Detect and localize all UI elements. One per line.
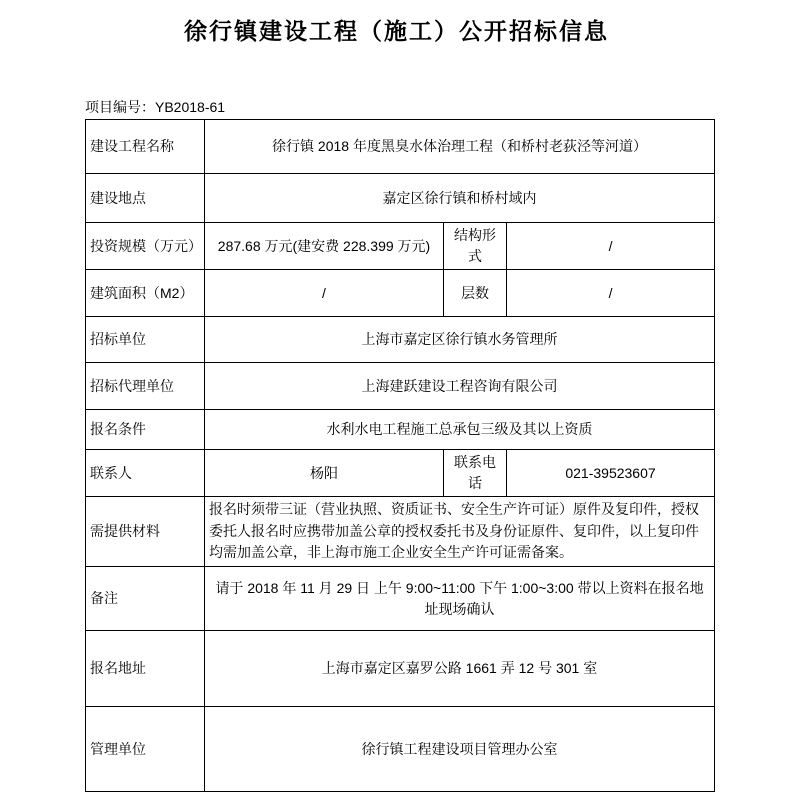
row-registration-conditions — [86, 410, 715, 450]
value-investment: 287.68 万元(建安费 228.399 万元) — [205, 223, 444, 270]
label-registration-conditions: 报名条件 — [86, 410, 205, 450]
value-floors: / — [507, 270, 715, 317]
label-structure-type: 结构形式 — [444, 223, 507, 270]
row-construction-name — [86, 120, 715, 174]
label-investment: 投资规模（万元） — [86, 223, 205, 270]
value-tender-unit: 上海市嘉定区徐行镇水务管理所 — [205, 317, 715, 363]
value-contact-phone: 021-39523607 — [507, 450, 715, 497]
label-management-unit: 管理单位 — [86, 707, 205, 792]
row-management-unit — [86, 707, 715, 792]
bid-info-table — [85, 119, 715, 792]
value-floor-area: / — [205, 270, 444, 317]
value-registration-address: 上海市嘉定区嘉罗公路 1661 弄 12 号 301 室 — [205, 631, 715, 707]
project-number: 项目编号：YB2018-61 — [85, 99, 226, 115]
value-structure-type: / — [507, 223, 715, 270]
row-area-floors — [86, 270, 715, 317]
value-management-unit: 徐行镇工程建设项目管理办公室 — [205, 707, 715, 792]
label-required-materials: 需提供材料 — [86, 497, 205, 567]
row-tender-unit — [86, 317, 715, 363]
label-floors: 层数 — [444, 270, 507, 317]
label-registration-address: 报名地址 — [86, 631, 205, 707]
value-location: 嘉定区徐行镇和桥村域内 — [205, 174, 715, 223]
value-construction-name: 徐行镇 2018 年度黑臭水体治理工程（和桥村老荻泾等河道） — [205, 120, 715, 174]
label-floor-area: 建筑面积（M2） — [86, 270, 205, 317]
value-remarks: 请于 2018 年 11 月 29 日 上午 9:00~11:00 下午 1:00~3:00 带以上资料在报名地址现场确认 — [205, 567, 715, 631]
value-registration-conditions: 水利水电工程施工总承包三级及其以上资质 — [205, 410, 715, 450]
label-contact-phone: 联系电话 — [444, 450, 507, 497]
label-construction-name: 建设工程名称 — [86, 120, 205, 174]
row-required-materials — [86, 497, 715, 567]
row-remarks — [86, 567, 715, 631]
row-registration-address — [86, 631, 715, 707]
row-investment-structure — [86, 223, 715, 270]
label-contact-person: 联系人 — [86, 450, 205, 497]
label-remarks: 备注 — [86, 567, 205, 631]
label-tender-unit: 招标单位 — [86, 317, 205, 363]
row-tender-agency — [86, 363, 715, 410]
value-required-materials: 报名时须带三证（营业执照、资质证书、安全生产许可证）原件及复印件，授权委托人报名时应携带加盖公章的授权委托书及身份证原件、复印件，以上复印件均需加盖公章，非上海市施工企业安全生产许可证需备案。 — [205, 497, 715, 567]
label-tender-agency: 招标代理单位 — [86, 363, 205, 410]
value-contact-person: 杨阳 — [205, 450, 444, 497]
value-tender-agency: 上海建跃建设工程咨询有限公司 — [205, 363, 715, 410]
row-contact — [86, 450, 715, 497]
label-location: 建设地点 — [86, 174, 205, 223]
document-title: 徐行镇建设工程（施工）公开招标信息 — [184, 19, 609, 44]
row-location — [86, 174, 715, 223]
